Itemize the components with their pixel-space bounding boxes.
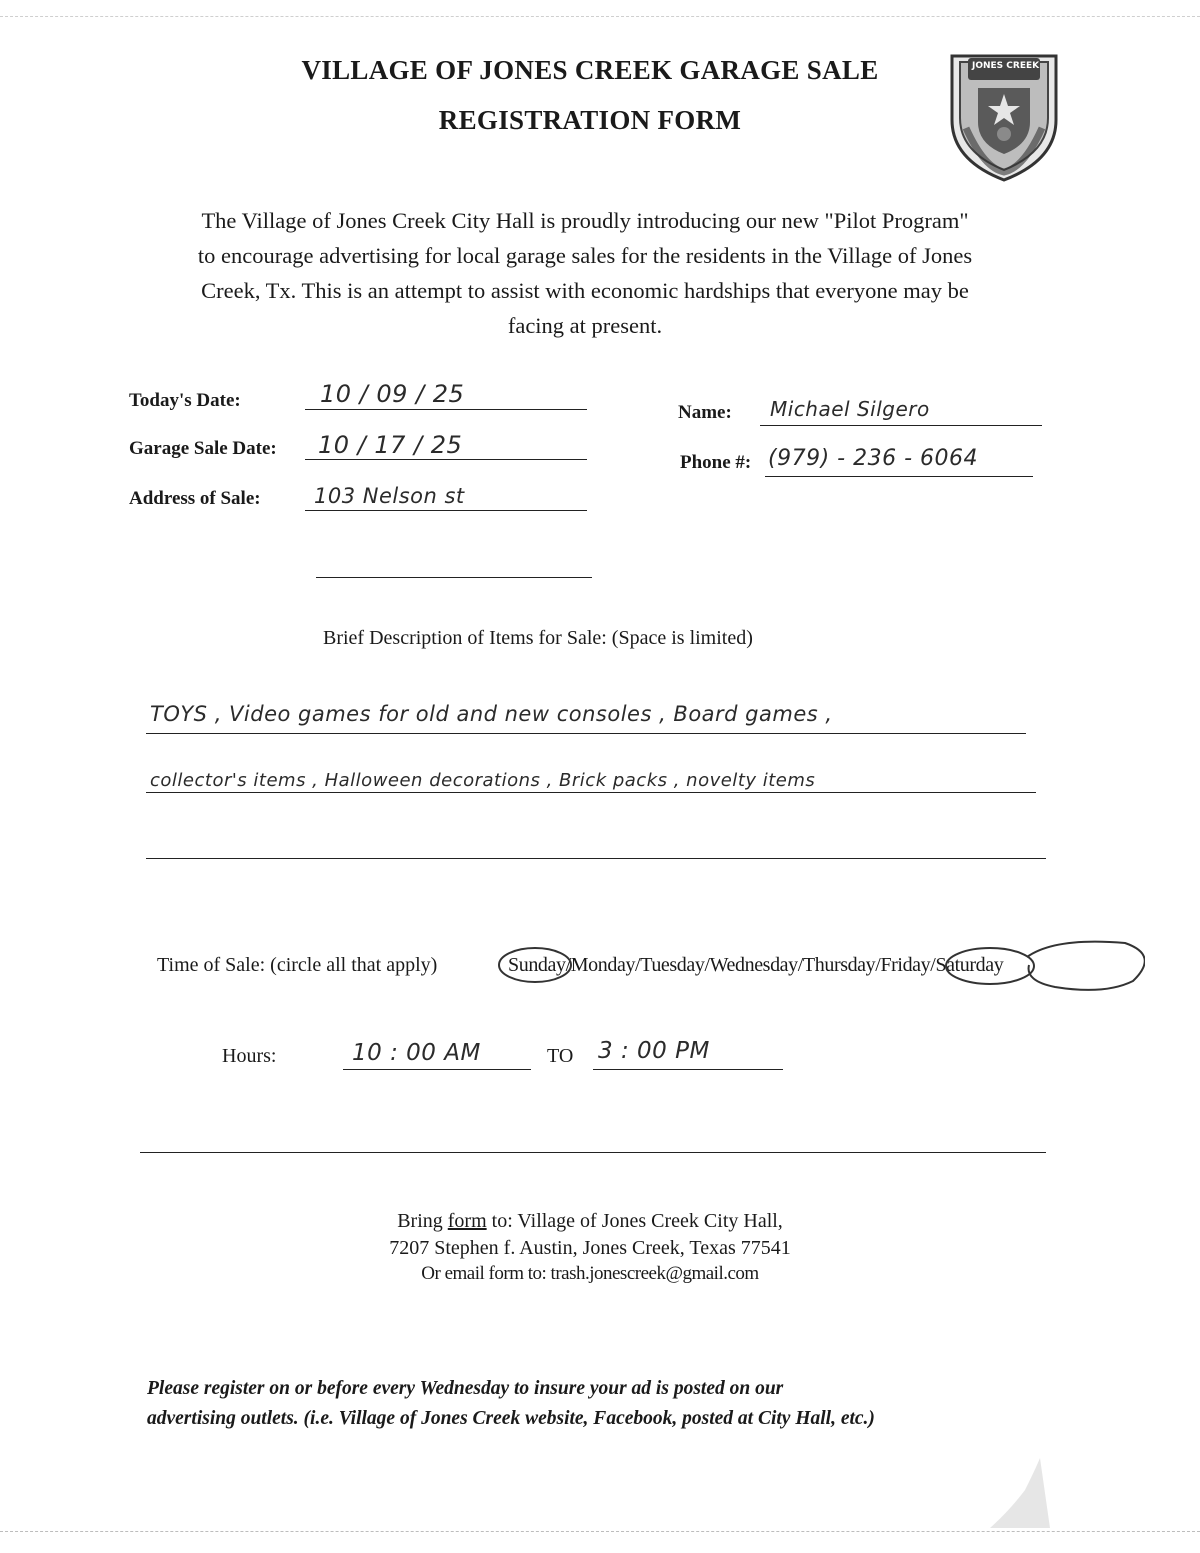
- hours-from-line: [343, 1069, 531, 1070]
- garage-sale-date-label: Garage Sale Date:: [129, 438, 277, 459]
- address-label: Address of Sale:: [129, 488, 261, 509]
- time-of-sale-label: Time of Sale: (circle all that apply): [157, 954, 438, 976]
- form-title-line1: VILLAGE OF JONES CREEK GARAGE SALE: [301, 55, 879, 85]
- name-line: [760, 425, 1042, 426]
- description-rule-1: [146, 733, 1026, 734]
- register-note-line2: advertising outlets. (i.e. Village of Jones Creek website, Facebook, posted at City Hall, etc.): [147, 1408, 875, 1429]
- day-thursday[interactable]: Thursday: [802, 954, 876, 976]
- city-seal: [944, 48, 1064, 184]
- day-separator: /: [930, 954, 936, 976]
- description-line1[interactable]: TOYS , Video games for old and new consoles , Board games ,: [150, 702, 833, 726]
- bring-form-word: form: [447, 1210, 487, 1232]
- intro-line: Creek, Tx. This is an attempt to assist with economic hardships that everyone may be: [201, 278, 969, 303]
- todays-date-line: [305, 409, 587, 410]
- torn-corner-mark: [980, 1450, 1070, 1530]
- todays-date-value[interactable]: 10 / 09 / 25: [320, 380, 465, 408]
- intro-line: facing at present.: [507, 313, 663, 338]
- phone-value[interactable]: (979) - 236 - 6064: [768, 446, 978, 471]
- city-hall-address: 7207 Stephen f. Austin, Jones Creek, Texas 77541: [389, 1237, 791, 1259]
- description-line2[interactable]: collector's items , Halloween decorations , Brick packs , novelty items: [150, 770, 816, 791]
- description-label: Brief Description of Items for Sale: (Space is limited): [323, 627, 753, 649]
- email-line: Or email form to: trash.jonescreek@gmail.com: [421, 1263, 759, 1284]
- hours-to-label: TO: [547, 1045, 574, 1067]
- hours-to-value[interactable]: 3 : 00 PM: [598, 1038, 710, 1064]
- day-friday[interactable]: Friday: [880, 954, 931, 976]
- day-separator: /: [704, 954, 710, 976]
- garage-sale-date-value[interactable]: 10 / 17 / 25: [318, 431, 463, 459]
- address-line-2: [316, 577, 592, 578]
- description-rule-3: [146, 858, 1046, 859]
- register-note-line1: Please register on or before every Wednesday to insure your ad is posted on our: [147, 1378, 784, 1399]
- name-value[interactable]: Michael Silgero: [770, 397, 930, 421]
- intro-line: to encourage advertising for local garage sales for the residents in the Village of Jones: [197, 243, 973, 268]
- day-tuesday[interactable]: Tuesday: [640, 954, 705, 976]
- bring-form-line: [200, 1210, 980, 1233]
- friday-circle-mark: [946, 948, 1034, 984]
- day-saturday[interactable]: Saturday: [935, 954, 1004, 976]
- day-monday[interactable]: Monday: [570, 954, 636, 976]
- sunday-circle-mark: [499, 948, 571, 982]
- day-separator: /: [635, 954, 641, 976]
- day-separator: /: [565, 954, 571, 976]
- day-sunday[interactable]: Sunday: [508, 954, 566, 976]
- bring-prefix: Bring: [397, 1210, 448, 1232]
- name-label: Name:: [678, 402, 732, 423]
- scan-bottom-edge: [0, 1531, 1200, 1532]
- day-wednesday[interactable]: Wednesday: [709, 954, 798, 976]
- phone-label: Phone #:: [680, 452, 752, 473]
- address-line: [305, 510, 587, 511]
- day-separator: /: [875, 954, 881, 976]
- form-title-line2: REGISTRATION FORM: [438, 105, 742, 135]
- hours-rule: [140, 1152, 1046, 1153]
- address-value[interactable]: 103 Nelson st: [314, 484, 465, 508]
- phone-line: [765, 476, 1033, 477]
- saturday-circle-mark: [1027, 942, 1145, 990]
- hours-label: Hours:: [222, 1045, 277, 1067]
- description-rule-2: [146, 792, 1036, 793]
- intro-line: The Village of Jones Creek City Hall is proudly introducing our new "Pilot Program": [201, 208, 969, 233]
- hours-to-line: [593, 1069, 783, 1070]
- scan-top-edge: [0, 16, 1200, 17]
- bring-suffix: to: Village of Jones Creek City Hall,: [486, 1210, 783, 1232]
- garage-sale-date-line: [305, 459, 587, 460]
- day-separator: /: [797, 954, 803, 976]
- intro-paragraph: [150, 203, 1020, 343]
- seal-lettering: JONES CREEK: [972, 61, 1040, 71]
- hours-from-value[interactable]: 10 : 00 AM: [352, 1040, 481, 1066]
- todays-date-label: Today's Date:: [129, 390, 241, 411]
- circled-days-marks: [495, 935, 1145, 1000]
